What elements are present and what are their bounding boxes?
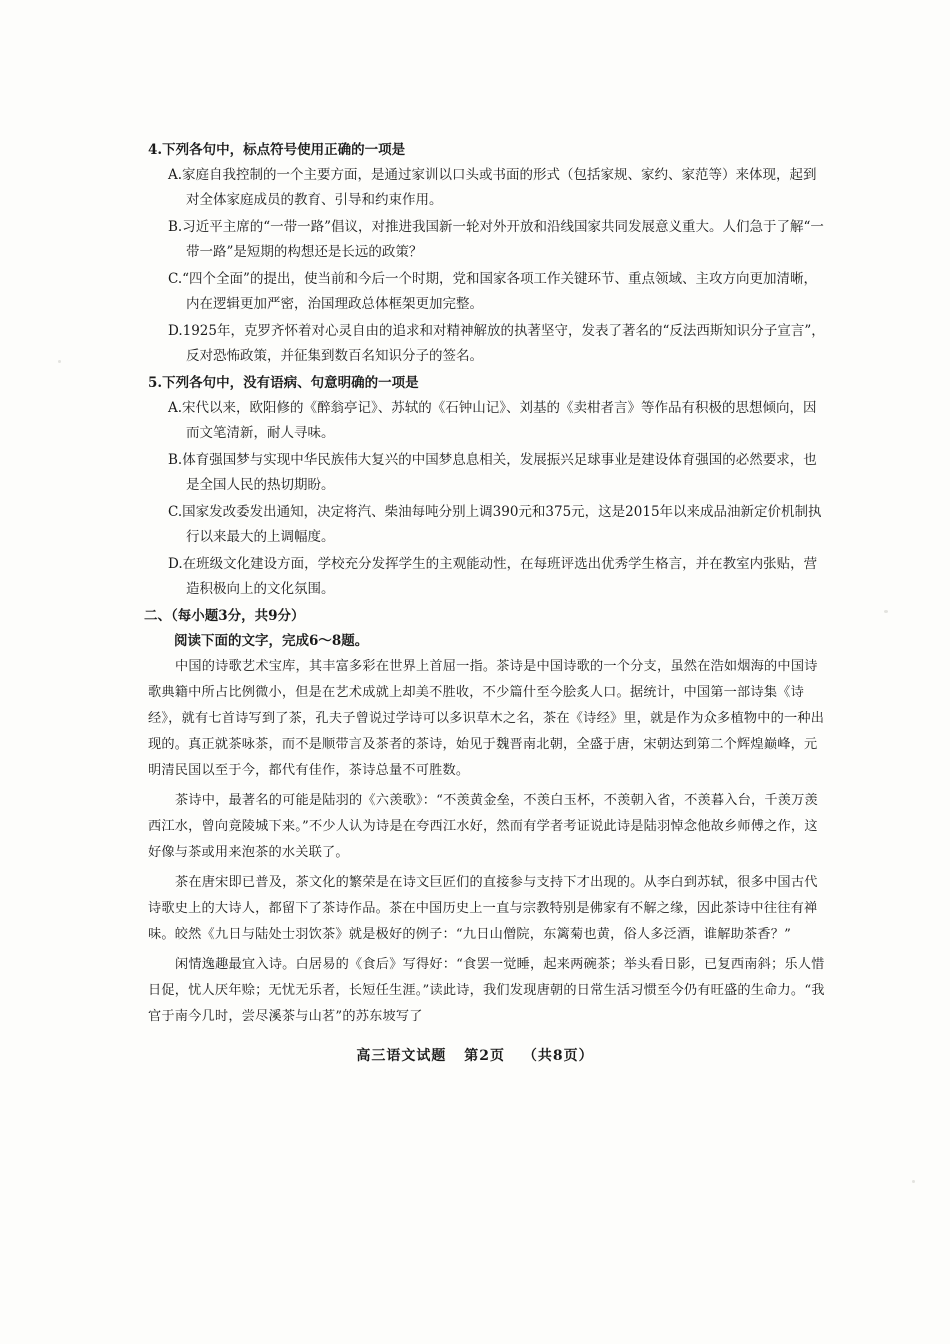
- exam-content: [140, 138, 830, 1034]
- passage-paragraph-1: 中国的诗歌艺术宝库，其丰富多彩在世界上首屈一指。茶诗是中国诗歌的一个分支，虽然在浩如烟海的中国诗歌典籍中所占比例微小，但是在艺术成就上却美不胜收，不少篇什至今脍炙人口。据统计，中国第一部诗集《诗经》，就有七首诗写到了茶，孔夫子曾说过学诗可以多识草木之名，茶在《诗经》里，就是作为众多植物中的一种出现的。真正就茶咏茶，而不是顺带言及茶者的茶诗，始见于魏晋南北朝，全盛于唐，宋朝达到第二个辉煌巅峰，元明清民国以至于今，都代有佳作，茶诗总量不可胜数。: [148, 659, 825, 778]
- footer-subject: 高三语文试题: [356, 1048, 447, 1064]
- passage-paragraph-2: 茶诗中，最著名的可能是陆羽的《六羡歌》：“不羡黄金垒，不羡白玉杯，不羡朝入省，不羡暮入台，千羡万羡西江水，曾向竟陵城下来。”不少人认为诗是在夸西江水好，然而有学者考证说此诗是陆羽悼念他故乡师傅之作，这好像与茶或用来泡茶的水关联了。: [148, 793, 818, 860]
- question-4-option-c: C.“四个全面”的提出，使当前和今后一个时期，党和国家各项工作关键环节、重点领域、主攻方向更加清晰，内在逻辑更加严密，治国理政总体框架更加完整。: [168, 271, 817, 312]
- page-footer: [0, 1045, 950, 1065]
- footer-total-pages: （共8页）: [522, 1048, 594, 1064]
- question-5-option-b: B.体育强国梦与实现中华民族伟大复兴的中国梦息息相关，发展振兴足球事业是建设体育强国的必然要求，也是全国人民的热切期盼。: [168, 452, 817, 493]
- reading-instruction: 阅读下面的文字，完成6～8题。: [174, 633, 369, 649]
- question-5-option-d: D.在班级文化建设方面，学校充分发挥学生的主观能动性，在每班评选出优秀学生格言，并在教室内张贴，营造积极向上的文化氛围。: [168, 556, 818, 597]
- question-5-option-c: C.国家发改委发出通知，决定将汽、柴油每吨分别上调390元和375元，这是2015年以来成品油新定价机制执行以来最大的上调幅度。: [168, 504, 822, 545]
- footer-page-number: 第2页: [464, 1048, 505, 1064]
- passage-paragraph-4: 闲情逸趣最宜入诗。白居易的《食后》写得好：“食罢一觉睡，起来两碗茶；举头看日影，已复西南斜；乐人惜日促，忧人厌年赊；无忧无乐者，长短任生涯。”读此诗，我们发现唐朝的日常生活习惯至今仍有旺盛的生命力。“我官于南今几时，尝尽溪茶与山茗”的苏东坡写了: [148, 957, 825, 1024]
- scan-speck: [912, 1180, 915, 1183]
- passage-paragraph-3: 茶在唐宋即已普及，茶文化的繁荣是在诗文巨匠们的直接参与支持下才出现的。从李白到苏轼，很多中国古代诗歌史上的大诗人，都留下了茶诗作品。茶在中国历史上一直与宗教特别是佛家有不解之缘，因此茶诗中往往有禅味。皎然《九日与陆处士羽饮茶》就是极好的例子：“九日山僧院，东篱菊也黄，俗人多泛酒，谁解助茶香？”: [148, 875, 818, 942]
- question-4-option-d: D.1925年，克罗齐怀着对心灵自由的追求和对精神解放的执著坚守，发表了著名的“反法西斯知识分子宣言”，反对恐怖政策，并征集到数百名知识分子的签名。: [168, 323, 825, 364]
- question-4-option-a: A.家庭自我控制的一个主要方面，是通过家训以口头或书面的形式（包括家规、家约、家范等）来体现，起到对全体家庭成员的教育、引导和约束作用。: [168, 167, 817, 208]
- scan-speck: [884, 610, 888, 613]
- section-2-heading: 二、（每小题3分，共9分）: [144, 608, 305, 624]
- question-5-option-a: A.宋代以来，欧阳修的《醉翁亭记》、苏轼的《石钟山记》、刘基的《卖柑者言》等作品有积极的思想倾向，因而文笔清新，耐人寻味。: [168, 400, 817, 441]
- question-5-title: 5.下列各句中，没有语病、句意明确的一项是: [148, 375, 419, 391]
- question-4-option-b: B.习近平主席的“一带一路”倡议，对推进我国新一轮对外开放和沿线国家共同发展意义重大。人们急于了解“一带一路”是短期的构想还是长远的政策？: [168, 219, 824, 260]
- scan-speck: [58, 360, 61, 363]
- question-4-title: 4.下列各句中，标点符号使用正确的一项是: [148, 142, 406, 158]
